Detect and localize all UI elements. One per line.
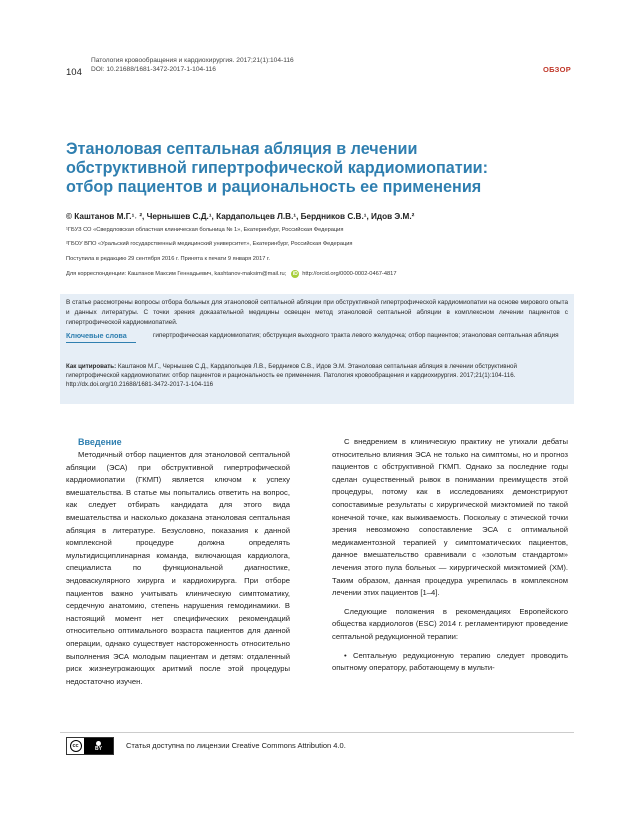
body-paragraph: С внедрением в клиническую практику не утихали дебаты относительно влияния ЭСА не только на симптомы, но и прогноз пациентов с обструктивной ГКМП. Однако за последние годы сделан существенный рывок в понимании преимуществ этой процедуры, потому как в исследованиях демонстрируют сопоставимые результаты с хирургической миэктомией по такой конечной точке, как выживаемость. Поскольку с этической точки зрения невозможно сопоставление ЭСА с оптимальной медикаментозной терапией у симптоматических пациентов, данное вмешательство сравнивали с «золотым стандартом» лечения этого пула больных — хирургической миэктомией (ХМ). Таким образом, данная процедура укрепилась в комплексном лечении этих пациентов [1–4]. xyxy=(332,437,568,598)
keywords: гипертрофическая кардиомиопатия; обструкция выходного тракта левого желудочка; отбор пациентов; этаноловая септальная абляция xyxy=(153,332,559,339)
left-column xyxy=(66,436,290,688)
correspondence-text: Для корреспонденции: Каштанов Максим Геннадьевич, kashtanov-maksim@mail.ru; xyxy=(66,271,287,277)
page-number: 104 xyxy=(66,67,82,78)
section-label: ОБЗОР xyxy=(542,65,571,74)
article-title xyxy=(66,140,566,197)
cc-license-badge[interactable] xyxy=(66,737,114,755)
body-paragraph: Методичный отбор пациентов для этаноловой септальной абляции (ЭСА) при обструктивной гипертрофической кардиомиопатии (ГКМП) является ключом к успеху вмешательства. В статье мы попытались ответить на вопрос, как следует отбирать кандидата для этого вида вмешательства и насколько доказана этаноловая септальная абляция в литературе. Безусловно, показания к данной комплексной процедуре должна определять мультидисциплинарная команда, включающая кардиолога, специалиста по функциональной диагностике, эндоваскулярного хирурга и кардиохирурга. При отборе пациентов важно учитывать клиническую симптоматику, сердечную анатомию, степень нарушения гемодинамики. В настоящий момент нет специфических рекомендаций относительно оптимального возраста пациентов для данной операции, однако существует настороженность относительно выполнения ЭСА молодым пациентам и детям: отдаленный риск жизнеугрожающих аритмий после этой процедуры недостаточно изучен. xyxy=(66,450,290,686)
keywords-label: Ключевые слова xyxy=(66,331,127,340)
orcid-icon: iD xyxy=(292,271,298,277)
creative-commons-icon: cc xyxy=(67,738,84,754)
journal-citation: Патология кровообращения и кардиохирургия. 2017;21(1):104-116 xyxy=(91,57,294,64)
journal-doi: DOI: 10.21688/1681-3472-2017-1-104-116 xyxy=(91,66,216,73)
affiliation-1: ¹ГБУЗ СО «Свердловская областная клиническая больница № 1», Екатеринбург, Российская Федерация xyxy=(66,227,344,233)
abstract: В статье рассмотрены вопросы отбора больных для этаноловой септальной абляции при обструктивной гипертрофической кардиомиопатии на основе мирового опыта и данных литературы. С точки зрения доказательной медицины освещен метод этаноловой септальной абляции в комплексном лечении пациентов с гипертрофической кардиомиопатией. xyxy=(66,299,568,326)
keywords-underline xyxy=(66,342,136,343)
citation-block xyxy=(66,362,568,389)
body-paragraph: Следующие положения в рекомендациях Европейского общества кардиологов (ESC) 2014 г. регламентируют проведение септальной редукционной терапии: xyxy=(332,606,568,641)
section-heading-introduction: Введение xyxy=(78,437,122,447)
citation-label: Как цитировать: xyxy=(66,363,117,370)
citation-text: Каштанов М.Г., Чернышев С.Д., Кардапольцев Л.В., Бердников С.В., Идов Э.М. Этаноловая септальная абляция в лечении обструктивной гипертрофической кардиомиопатии: отбор пациентов и рациональность ее применения. Патология кровообращения и кардиохирургия. 2017;21(1):104-116. http://dx.doi.org/10.21688/1681-3472-2017-1-104-116 xyxy=(66,363,517,388)
title-line: Этаноловая септальная абляция в лечении xyxy=(66,140,418,158)
orcid-link[interactable]: http://orcid.org/0000-0002-0467-4817 xyxy=(302,271,397,277)
received-dates: Поступила в редакцию 29 сентября 2016 г. Принята к печати 9 января 2017 г. xyxy=(66,256,270,262)
authors: © Каштанов М.Г.¹˒ ², Чернышев С.Д.¹, Кардапольцев Л.В.¹, Бердников С.В.¹, Идов Э.М.² xyxy=(66,212,415,221)
correspondence xyxy=(66,270,396,278)
title-line: обструктивной гипертрофической кардиомиопатии: xyxy=(66,159,489,177)
right-column xyxy=(332,436,568,675)
bullet-item: • Септальную редукционную терапию следует проводить опытному оператору, работающему в мульти- xyxy=(332,650,568,673)
license-text: Статья доступна по лицензии Creative Commons Attribution 4.0. xyxy=(126,741,346,750)
attribution-icon: BY xyxy=(84,738,113,754)
affiliation-2: ²ГБОУ ВПО «Уральский государственный медицинский университет», Екатеринбург, Российская Федерация xyxy=(66,241,353,247)
footer-divider xyxy=(60,732,574,733)
title-line: отбор пациентов и рациональность ее применения xyxy=(66,178,482,196)
